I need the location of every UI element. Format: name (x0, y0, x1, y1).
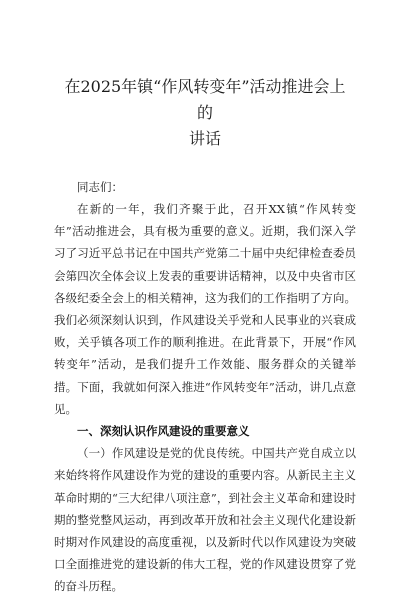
intro-paragraph: 在新的一年，我们齐聚于此，召开XX镇“作风转变年”活动推进会，具有极为重要的意义。近期，我们深入学习了习近平总书记在中国共产党第二十届中央纪律检查委员会第四次全体会议上发表的重要讲话精神，以及中央省市区各级纪委全会上的相关精神，这为我们的工作指明了方向。我们必须深刻认识到，作风建设关乎党和人民事业的兴衰成败，关乎镇各项工作的顺利推进。在此背景下，开展“作风转变年”活动，是我们提升工作效能、服务群众的关键举措。下面，我就如何深入推进“作风转变年”活动，讲几点意见。 (54, 202, 356, 416)
title-line-1: 在2025年镇“作风转变年”活动推进会上的 (64, 77, 346, 122)
title-line-2: 讲话 (188, 129, 221, 148)
section-paragraph: （一）作风建设是党的优良传统。中国共产党自成立以来始终将作风建设作为党的建设的重要内容。从新民主主义革命时期的“三大纪律八项注意”，到社会主义革命和建设时期的整党整风运动，再到改革开放和社会主义现代化建设新时期对作风建设的高度重视，以及新时代以作风建设为突破口全面推进党的建设新的伟大工程，党的作风建设贯穿了党的奋斗历程。 (54, 446, 356, 594)
section-heading: 一、深刻认识作风建设的重要意义 (77, 424, 250, 439)
salutation: 同志们： (77, 180, 123, 194)
speech-title (54, 74, 356, 152)
